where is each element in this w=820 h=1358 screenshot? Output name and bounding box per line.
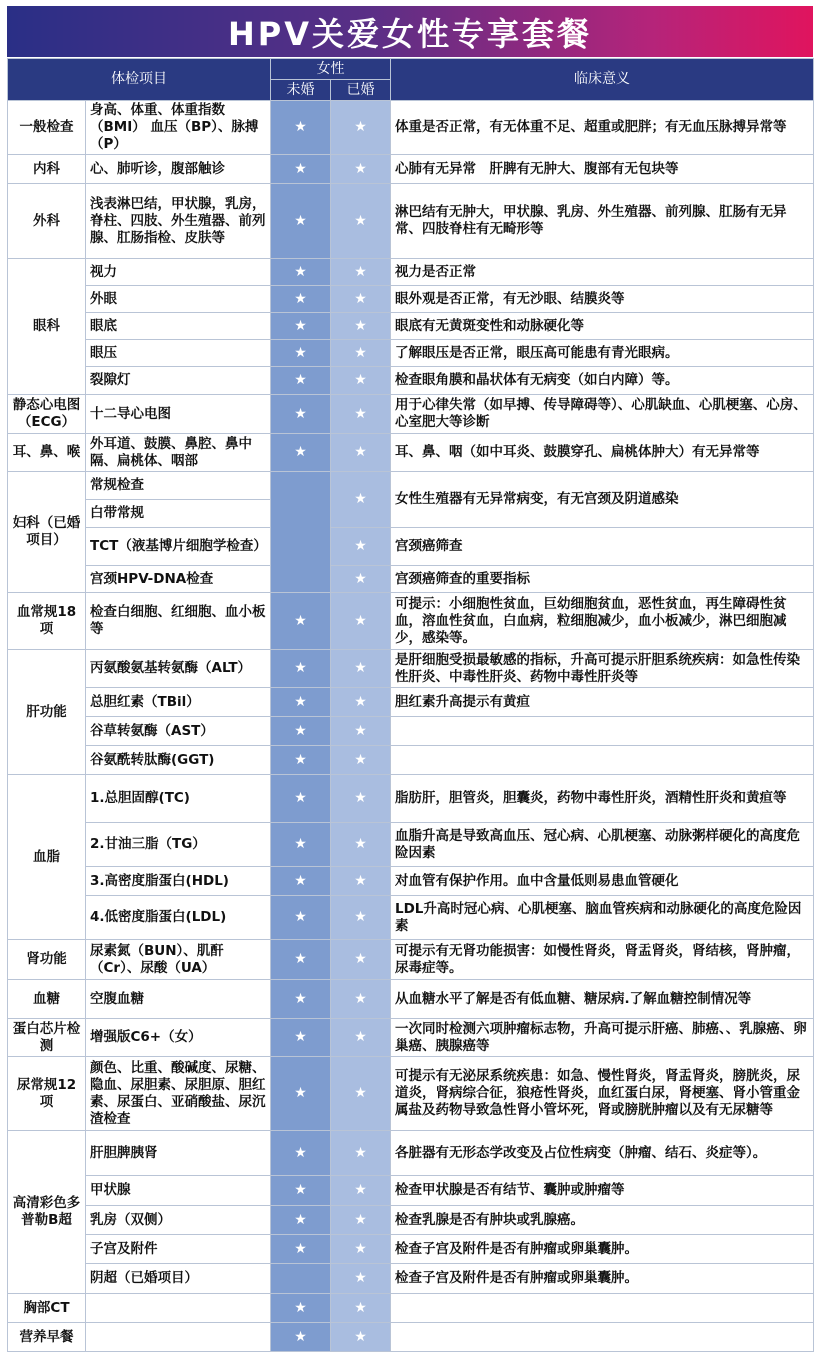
meaning-cell: 宫颈癌筛查的重要指标: [391, 566, 814, 593]
table-row: [8, 155, 814, 184]
header-unmarried: 未婚: [271, 80, 331, 101]
star-icon: ★: [294, 1182, 307, 1198]
item-cell: [86, 1323, 271, 1352]
star-icon: ★: [294, 836, 307, 852]
star-icon: ★: [294, 1085, 307, 1101]
item-cell: 外耳道、鼓膜、鼻腔、鼻中隔、扁桃体、咽部: [86, 434, 271, 472]
meaning-cell: 一次同时检测六项肿瘤标志物，升高可提示肝癌、肺癌、、乳腺癌、卵巢癌、胰腺癌等: [391, 1019, 814, 1057]
table-row: [8, 1264, 814, 1294]
star-icon: ★: [354, 660, 367, 676]
table-row: [8, 940, 814, 980]
unmarried-empty-cell: [271, 1264, 331, 1294]
star-icon: ★: [294, 119, 307, 135]
item-cell: 宫颈HPV-DNA检查: [86, 566, 271, 593]
meaning-cell: 检查子宫及附件是否有肿瘤或卵巢囊肿。: [391, 1235, 814, 1264]
meaning-cell: 心肺有无异常 肝脾有无肿大、腹部有无包块等: [391, 155, 814, 184]
meaning-cell: 是肝细胞受损最敏感的指标，升高可提示肝胆系统疾病：如急性传染性肝炎、中毒性肝炎、药物中毒性肝炎等: [391, 650, 814, 688]
star-icon: ★: [354, 751, 367, 768]
item-cell: 乳房（双侧）: [86, 1206, 271, 1235]
star-icon: ★: [354, 444, 367, 460]
star-icon: ★: [354, 722, 367, 739]
meaning-cell: 女性生殖器有无异常病变，有无宫颈及阴道感染: [391, 472, 814, 528]
star-icon: ★: [294, 612, 307, 629]
table-row: [8, 367, 814, 395]
star-icon: ★: [294, 1299, 307, 1316]
item-cell: 心、肺听诊，腹部触诊: [86, 155, 271, 184]
header-married: 已婚: [331, 80, 391, 101]
item-cell: 浅表淋巴结，甲状腺，乳房，脊柱、四肢、外生殖器、前列腺、肛肠指检、皮肤等: [86, 184, 271, 259]
star-icon: ★: [294, 344, 307, 361]
item-cell: 检查白细胞、红细胞、血小板等: [86, 593, 271, 650]
item-cell: 谷氨酰转肽酶(GGT): [86, 746, 271, 775]
star-icon: ★: [354, 538, 367, 554]
star-icon: ★: [354, 344, 367, 361]
table-row: [8, 717, 814, 746]
category-cell: 血常规18项: [8, 593, 86, 650]
meaning-cell: 从血糖水平了解是否有低血糖、糖尿病.了解血糖控制情况等: [391, 980, 814, 1019]
meaning-cell: 用于心律失常（如早搏、传导障碍等）、心肌缺血、心肌梗塞、心房、心室肥大等诊断: [391, 395, 814, 434]
item-cell: 外眼: [86, 286, 271, 313]
star-icon: ★: [354, 1144, 367, 1161]
meaning-cell: 可提示有无肾功能损害：如慢性肾炎，肾盂肾炎，肾结核，肾肿瘤，尿毒症等。: [391, 940, 814, 980]
table-row: [8, 184, 814, 259]
star-icon: ★: [294, 722, 307, 739]
meaning-cell: 了解眼压是否正常，眼压高可能患有青光眼病。: [391, 340, 814, 367]
item-cell: 视力: [86, 259, 271, 286]
table-row: [8, 1176, 814, 1206]
table-row: [8, 1235, 814, 1264]
star-icon: ★: [354, 951, 367, 967]
meaning-cell: 血脂升高是导致高血压、冠心病、心肌梗塞、动脉粥样硬化的高度危险因素: [391, 823, 814, 867]
table-row: [8, 259, 814, 286]
meaning-cell: 检查子宫及附件是否有肿瘤或卵巢囊肿。: [391, 1264, 814, 1294]
star-icon: ★: [294, 990, 307, 1007]
star-icon: ★: [294, 790, 307, 806]
item-cell: 肝胆脾胰肾: [86, 1131, 271, 1176]
item-cell: 十二导心电图: [86, 395, 271, 434]
star-icon: ★: [294, 405, 307, 422]
meaning-cell: 可提示：小细胞性贫血，巨幼细胞贫血，恶性贫血，再生障碍性贫血，溶血性贫血，白血病，粒细胞减少，血小板减少，淋巴细胞减少，感染等。: [391, 593, 814, 650]
meaning-cell: LDL升高时冠心病、心肌梗塞、脑血管疾病和动脉硬化的高度危险因素: [391, 896, 814, 940]
meaning-cell: [391, 746, 814, 775]
star-icon: ★: [354, 1085, 367, 1101]
star-icon: ★: [354, 317, 367, 334]
table-row: [8, 1131, 814, 1176]
meaning-cell: 耳、鼻、咽（如中耳炎、鼓膜穿孔、扁桃体肿大）有无异常等: [391, 434, 814, 472]
table-row: [8, 746, 814, 775]
item-cell: 谷草转氨酶（AST）: [86, 717, 271, 746]
table-row: [8, 1206, 814, 1235]
item-cell: 颜色、比重、酸碱度、尿糖、隐血、尿胆素、尿胆原、胆红素、尿蛋白、亚硝酸盐、尿沉渣检查: [86, 1057, 271, 1131]
unmarried-empty-cell: [271, 472, 331, 593]
table-row: [8, 101, 814, 155]
table-row: [8, 1019, 814, 1057]
item-cell: 4.低密度脂蛋白(LDL): [86, 896, 271, 940]
star-icon: ★: [354, 790, 367, 806]
item-cell: 3.高密度脂蛋白(HDL): [86, 867, 271, 896]
item-cell: 甲状腺: [86, 1176, 271, 1206]
header-female: 女性: [271, 59, 391, 80]
star-icon: ★: [294, 872, 307, 889]
item-cell: 眼压: [86, 340, 271, 367]
item-cell: 2.甘油三脂（TG）: [86, 823, 271, 867]
table-row: [8, 566, 814, 593]
star-icon: ★: [354, 1029, 367, 1045]
table-row: [8, 528, 814, 566]
item-cell: 丙氨酸氨基转氨酶（ALT）: [86, 650, 271, 688]
item-cell: TCT（液基博片细胞学检查）: [86, 528, 271, 566]
category-cell: 血糖: [8, 980, 86, 1019]
star-icon: ★: [354, 836, 367, 852]
star-icon: ★: [354, 612, 367, 629]
category-cell: 高清彩色多普勒B超: [8, 1131, 86, 1294]
meaning-cell: 宫颈癌筛查: [391, 528, 814, 566]
category-cell: 血脂: [8, 775, 86, 940]
table-row: [8, 313, 814, 340]
table-row: [8, 395, 814, 434]
item-cell: 总胆红素（TBil）: [86, 688, 271, 717]
item-cell: [86, 1294, 271, 1323]
meaning-cell: 眼外观是否正常，有无沙眼、结膜炎等: [391, 286, 814, 313]
star-icon: ★: [354, 1182, 367, 1198]
star-icon: ★: [294, 1240, 307, 1257]
table-row: [8, 1323, 814, 1352]
star-icon: ★: [354, 290, 367, 307]
table-row: [8, 1057, 814, 1131]
star-icon: ★: [294, 751, 307, 768]
category-cell: 尿常规12项: [8, 1057, 86, 1131]
page-title: HPV关爱女性专享套餐: [227, 14, 592, 53]
meaning-cell: [391, 717, 814, 746]
meaning-cell: 可提示有无泌尿系统疾患：如急、慢性肾炎，肾盂肾炎，膀胱炎，尿道炎，肾病综合征，狼疮性肾炎，血红蛋白尿，肾梗塞、肾小管重金属盐及药物导致急性肾小管坏死，肾或膀胱肿瘤以及有无尿糖等: [391, 1057, 814, 1131]
star-icon: ★: [294, 372, 307, 388]
star-icon: ★: [294, 212, 307, 229]
item-cell: 裂隙灯: [86, 367, 271, 395]
checkup-table: [7, 58, 814, 1352]
meaning-cell: 检查眼角膜和晶状体有无病变（如白内障）等。: [391, 367, 814, 395]
title-banner: [7, 6, 813, 57]
header-meaning: 临床意义: [391, 59, 814, 101]
table-row: [8, 896, 814, 940]
category-cell: 眼科: [8, 259, 86, 395]
meaning-cell: [391, 1294, 814, 1323]
star-icon: ★: [294, 1328, 307, 1345]
star-icon: ★: [354, 909, 367, 925]
meaning-cell: 淋巴结有无肿大，甲状腺、乳房、外生殖器、前列腺、肛肠有无异常、四肢脊柱有无畸形等: [391, 184, 814, 259]
meaning-cell: 检查甲状腺是否有结节、囊肿或肿瘤等: [391, 1176, 814, 1206]
star-icon: ★: [354, 570, 367, 587]
item-cell: 白带常规: [86, 500, 271, 528]
star-icon: ★: [294, 660, 307, 676]
table-row: [8, 867, 814, 896]
star-icon: ★: [354, 990, 367, 1007]
category-cell: 蛋白芯片检测: [8, 1019, 86, 1057]
table-row: [8, 472, 814, 500]
category-cell: 内科: [8, 155, 86, 184]
star-icon: ★: [354, 1240, 367, 1257]
meaning-cell: 眼底有无黄斑变性和动脉硬化等: [391, 313, 814, 340]
star-icon: ★: [294, 951, 307, 967]
star-icon: ★: [294, 290, 307, 307]
meaning-cell: 视力是否正常: [391, 259, 814, 286]
meaning-cell: [391, 1323, 814, 1352]
table-row: [8, 980, 814, 1019]
star-icon: ★: [294, 1211, 307, 1228]
star-icon: ★: [294, 909, 307, 925]
item-cell: 身高、体重、体重指数（BMI） 血压（BP）、脉搏（P）: [86, 101, 271, 155]
star-icon: ★: [354, 1328, 367, 1345]
star-icon: ★: [354, 1299, 367, 1316]
star-icon: ★: [294, 263, 307, 280]
meaning-cell: 脂肪肝，胆管炎，胆囊炎，药物中毒性肝炎，酒精性肝炎和黄疸等: [391, 775, 814, 823]
header-item: 体检项目: [8, 59, 271, 101]
table-row: [8, 434, 814, 472]
star-icon: ★: [354, 872, 367, 889]
table-row: [8, 823, 814, 867]
star-icon: ★: [354, 1211, 367, 1228]
category-cell: 妇科（已婚项目）: [8, 472, 86, 593]
table-row: [8, 340, 814, 367]
item-cell: 空腹血糖: [86, 980, 271, 1019]
item-cell: 眼底: [86, 313, 271, 340]
star-icon: ★: [354, 491, 367, 507]
star-icon: ★: [294, 693, 307, 710]
star-icon: ★: [294, 444, 307, 460]
meaning-cell: 检查乳腺是否有肿块或乳腺癌。: [391, 1206, 814, 1235]
category-cell: 一般检查: [8, 101, 86, 155]
category-cell: 肾功能: [8, 940, 86, 980]
item-cell: 子宫及附件: [86, 1235, 271, 1264]
table-row: [8, 286, 814, 313]
category-cell: 外科: [8, 184, 86, 259]
table-row: [8, 688, 814, 717]
star-icon: ★: [354, 372, 367, 388]
meaning-cell: 胆红素升高提示有黄疸: [391, 688, 814, 717]
star-icon: ★: [294, 1029, 307, 1045]
item-cell: 增强版C6+（女）: [86, 1019, 271, 1057]
star-icon: ★: [354, 160, 367, 177]
category-cell: 静态心电图（ECG）: [8, 395, 86, 434]
meaning-cell: 体重是否正常，有无体重不足、超重或肥胖；有无血压脉搏异常等: [391, 101, 814, 155]
table-row: [8, 593, 814, 650]
star-icon: ★: [294, 160, 307, 177]
category-cell: 耳、鼻、喉: [8, 434, 86, 472]
item-cell: 常规检查: [86, 472, 271, 500]
item-cell: 阴超（已婚项目）: [86, 1264, 271, 1294]
category-cell: 肝功能: [8, 650, 86, 775]
meaning-cell: 对血管有保护作用。血中含量低则易患血管硬化: [391, 867, 814, 896]
meaning-cell: 各脏器有无形态学改变及占位性病变（肿瘤、结石、炎症等）。: [391, 1131, 814, 1176]
table-row: [8, 1294, 814, 1323]
star-icon: ★: [294, 317, 307, 334]
star-icon: ★: [354, 119, 367, 135]
star-icon: ★: [354, 212, 367, 229]
star-icon: ★: [354, 405, 367, 422]
table-row: [8, 775, 814, 823]
category-cell: 营养早餐: [8, 1323, 86, 1352]
item-cell: 尿素氮（BUN）、肌酐（Cr）、尿酸（UA）: [86, 940, 271, 980]
item-cell: 1.总胆固醇(TC): [86, 775, 271, 823]
table-row: [8, 650, 814, 688]
category-cell: 胸部CT: [8, 1294, 86, 1323]
star-icon: ★: [354, 1270, 367, 1286]
star-icon: ★: [354, 693, 367, 710]
star-icon: ★: [354, 263, 367, 280]
star-icon: ★: [294, 1144, 307, 1161]
